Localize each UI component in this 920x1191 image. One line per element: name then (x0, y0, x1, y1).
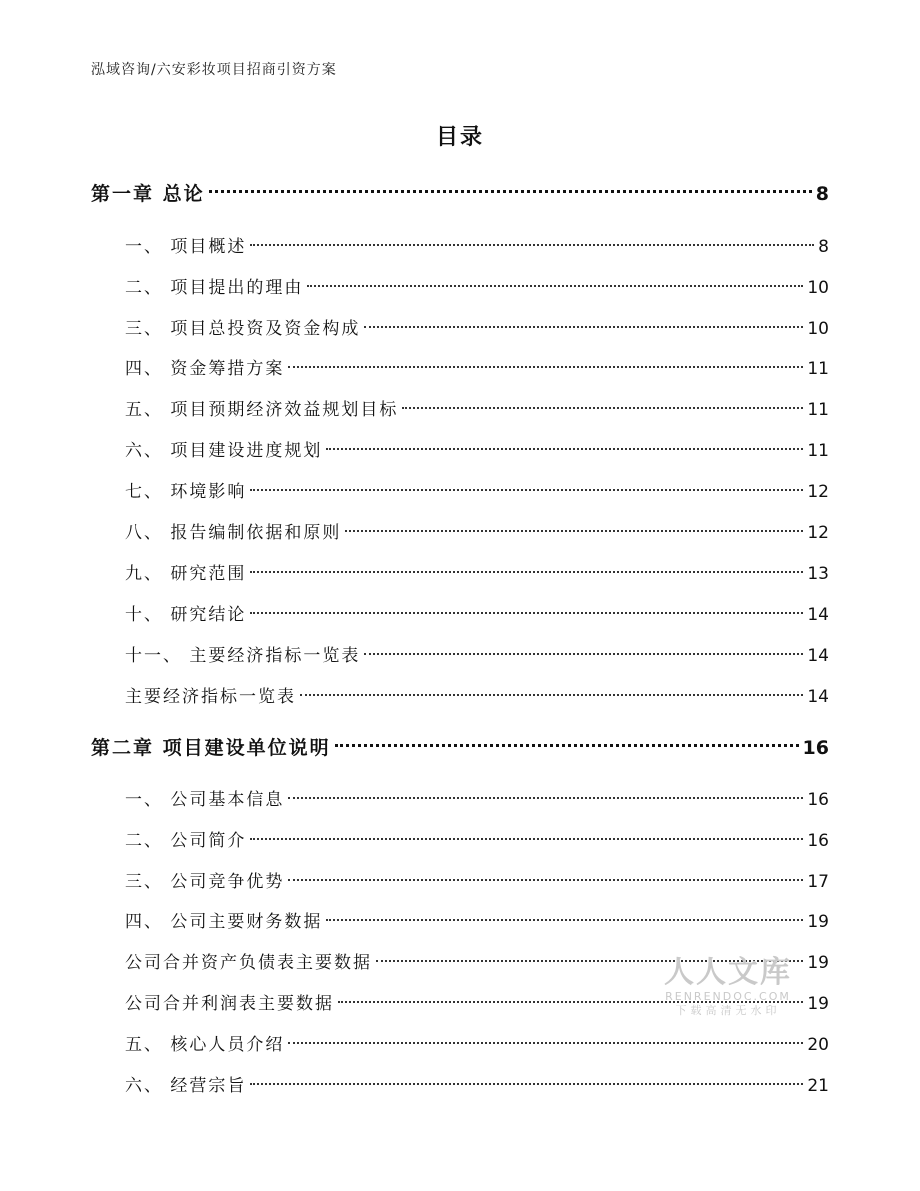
dot-leader (402, 407, 803, 409)
toc-entry[interactable] (125, 868, 829, 896)
dot-leader (250, 1083, 803, 1085)
toc-entry[interactable] (125, 908, 829, 936)
toc-entry-page: 13 (807, 564, 829, 584)
toc-entry[interactable] (125, 827, 829, 855)
dot-leader (250, 838, 803, 840)
toc-entry-page: 19 (807, 953, 829, 973)
toc-entry[interactable] (125, 519, 829, 547)
toc-entry[interactable] (125, 233, 829, 261)
toc-entry-label: 四、 公司主要财务数据 (125, 912, 323, 932)
page-title: 目录 (435, 125, 484, 150)
toc-entry-label: 第一章 总论 (91, 183, 205, 205)
toc-entry[interactable] (125, 437, 829, 465)
dot-leader (250, 571, 803, 573)
dot-leader (364, 326, 803, 328)
toc-entry-label: 十一、 主要经济指标一览表 (125, 646, 361, 666)
toc-entry-page: 11 (807, 441, 829, 461)
toc-entry[interactable] (125, 601, 829, 629)
toc-entry-chapter[interactable] (91, 734, 829, 762)
toc-entry-label: 公司合并资产负债表主要数据 (125, 953, 372, 973)
toc-entry-label: 三、 项目总投资及资金构成 (125, 319, 361, 339)
toc-entry-label: 四、 资金筹措方案 (125, 359, 285, 379)
toc-entry-page: 14 (807, 646, 829, 666)
toc-entry-page: 10 (807, 319, 829, 339)
toc-entry[interactable] (125, 683, 829, 711)
dot-leader (335, 744, 799, 747)
toc-entry[interactable] (125, 642, 829, 670)
toc-entry-page: 20 (807, 1035, 829, 1055)
toc-entry-label: 五、 核心人员介绍 (125, 1035, 285, 1055)
toc-entry-page: 16 (802, 737, 829, 759)
toc-entry[interactable] (125, 1072, 829, 1100)
watermark-logo (648, 956, 808, 1018)
dot-leader (288, 879, 803, 881)
toc-entry-page: 12 (807, 523, 829, 543)
page-header: 泓域咨询/六安彩妆项目招商引资方案 (91, 62, 337, 78)
toc-entry-page: 19 (807, 912, 829, 932)
toc-entry[interactable] (125, 315, 829, 343)
toc-entry-page: 14 (807, 605, 829, 625)
toc-entry[interactable] (125, 274, 829, 302)
toc-entry[interactable] (125, 786, 829, 814)
dot-leader (288, 1042, 803, 1044)
toc-entry-label: 一、 公司基本信息 (125, 790, 285, 810)
dot-leader (288, 797, 803, 799)
toc-entry-label: 一、 项目概述 (125, 237, 247, 257)
toc-entry-label: 五、 项目预期经济效益规划目标 (125, 400, 399, 420)
toc-entry[interactable] (125, 1031, 829, 1059)
toc-entry-label: 七、 环境影响 (125, 482, 247, 502)
toc-entry-page: 14 (807, 687, 829, 707)
toc-entry-chapter[interactable] (91, 180, 829, 208)
toc-entry-page: 17 (807, 872, 829, 892)
toc-entry[interactable] (125, 355, 829, 383)
toc-entry-label: 公司合并利润表主要数据 (125, 994, 334, 1014)
toc-entry-page: 16 (807, 790, 829, 810)
dot-leader (326, 919, 803, 921)
dot-leader (326, 448, 803, 450)
toc-entry-page: 8 (815, 183, 829, 205)
toc-entry-label: 主要经济指标一览表 (125, 687, 296, 707)
toc-entry-label: 第二章 项目建设单位说明 (91, 737, 331, 759)
toc-entry-page: 11 (807, 400, 829, 420)
dot-leader (250, 489, 803, 491)
toc-entry[interactable] (125, 560, 829, 588)
toc-entry-page: 11 (807, 359, 829, 379)
toc-entry-label: 三、 公司竞争优势 (125, 872, 285, 892)
toc-entry[interactable] (125, 478, 829, 506)
dot-leader (345, 530, 803, 532)
watermark-title: 人人文库 (664, 955, 792, 990)
toc-entry-label: 二、 公司简介 (125, 831, 247, 851)
toc-entry-label: 六、 经营宗旨 (125, 1076, 247, 1096)
toc-entry-label: 十、 研究结论 (125, 605, 247, 625)
toc-entry-label: 九、 研究范围 (125, 564, 247, 584)
toc-entry-page: 19 (807, 994, 829, 1014)
dot-leader (288, 366, 803, 368)
toc-entry-page: 21 (807, 1076, 829, 1096)
toc-entry-page: 8 (818, 237, 829, 257)
dot-leader (250, 612, 803, 614)
toc-entry-label: 六、 项目建设进度规划 (125, 441, 323, 461)
toc-entry-label: 二、 项目提出的理由 (125, 278, 304, 298)
watermark-tagline: 下载高清无水印 (675, 1004, 781, 1017)
watermark-url: RENRENDOC.COM (665, 990, 791, 1003)
dot-leader (209, 190, 812, 193)
dot-leader (364, 653, 803, 655)
toc-entry-page: 12 (807, 482, 829, 502)
dot-leader (307, 285, 803, 287)
toc-entry-page: 10 (807, 278, 829, 298)
dot-leader (300, 694, 803, 696)
toc-entry-label: 八、 报告编制依据和原则 (125, 523, 342, 543)
dot-leader (250, 244, 814, 246)
toc-entry[interactable] (125, 396, 829, 424)
toc-entry-page: 16 (807, 831, 829, 851)
